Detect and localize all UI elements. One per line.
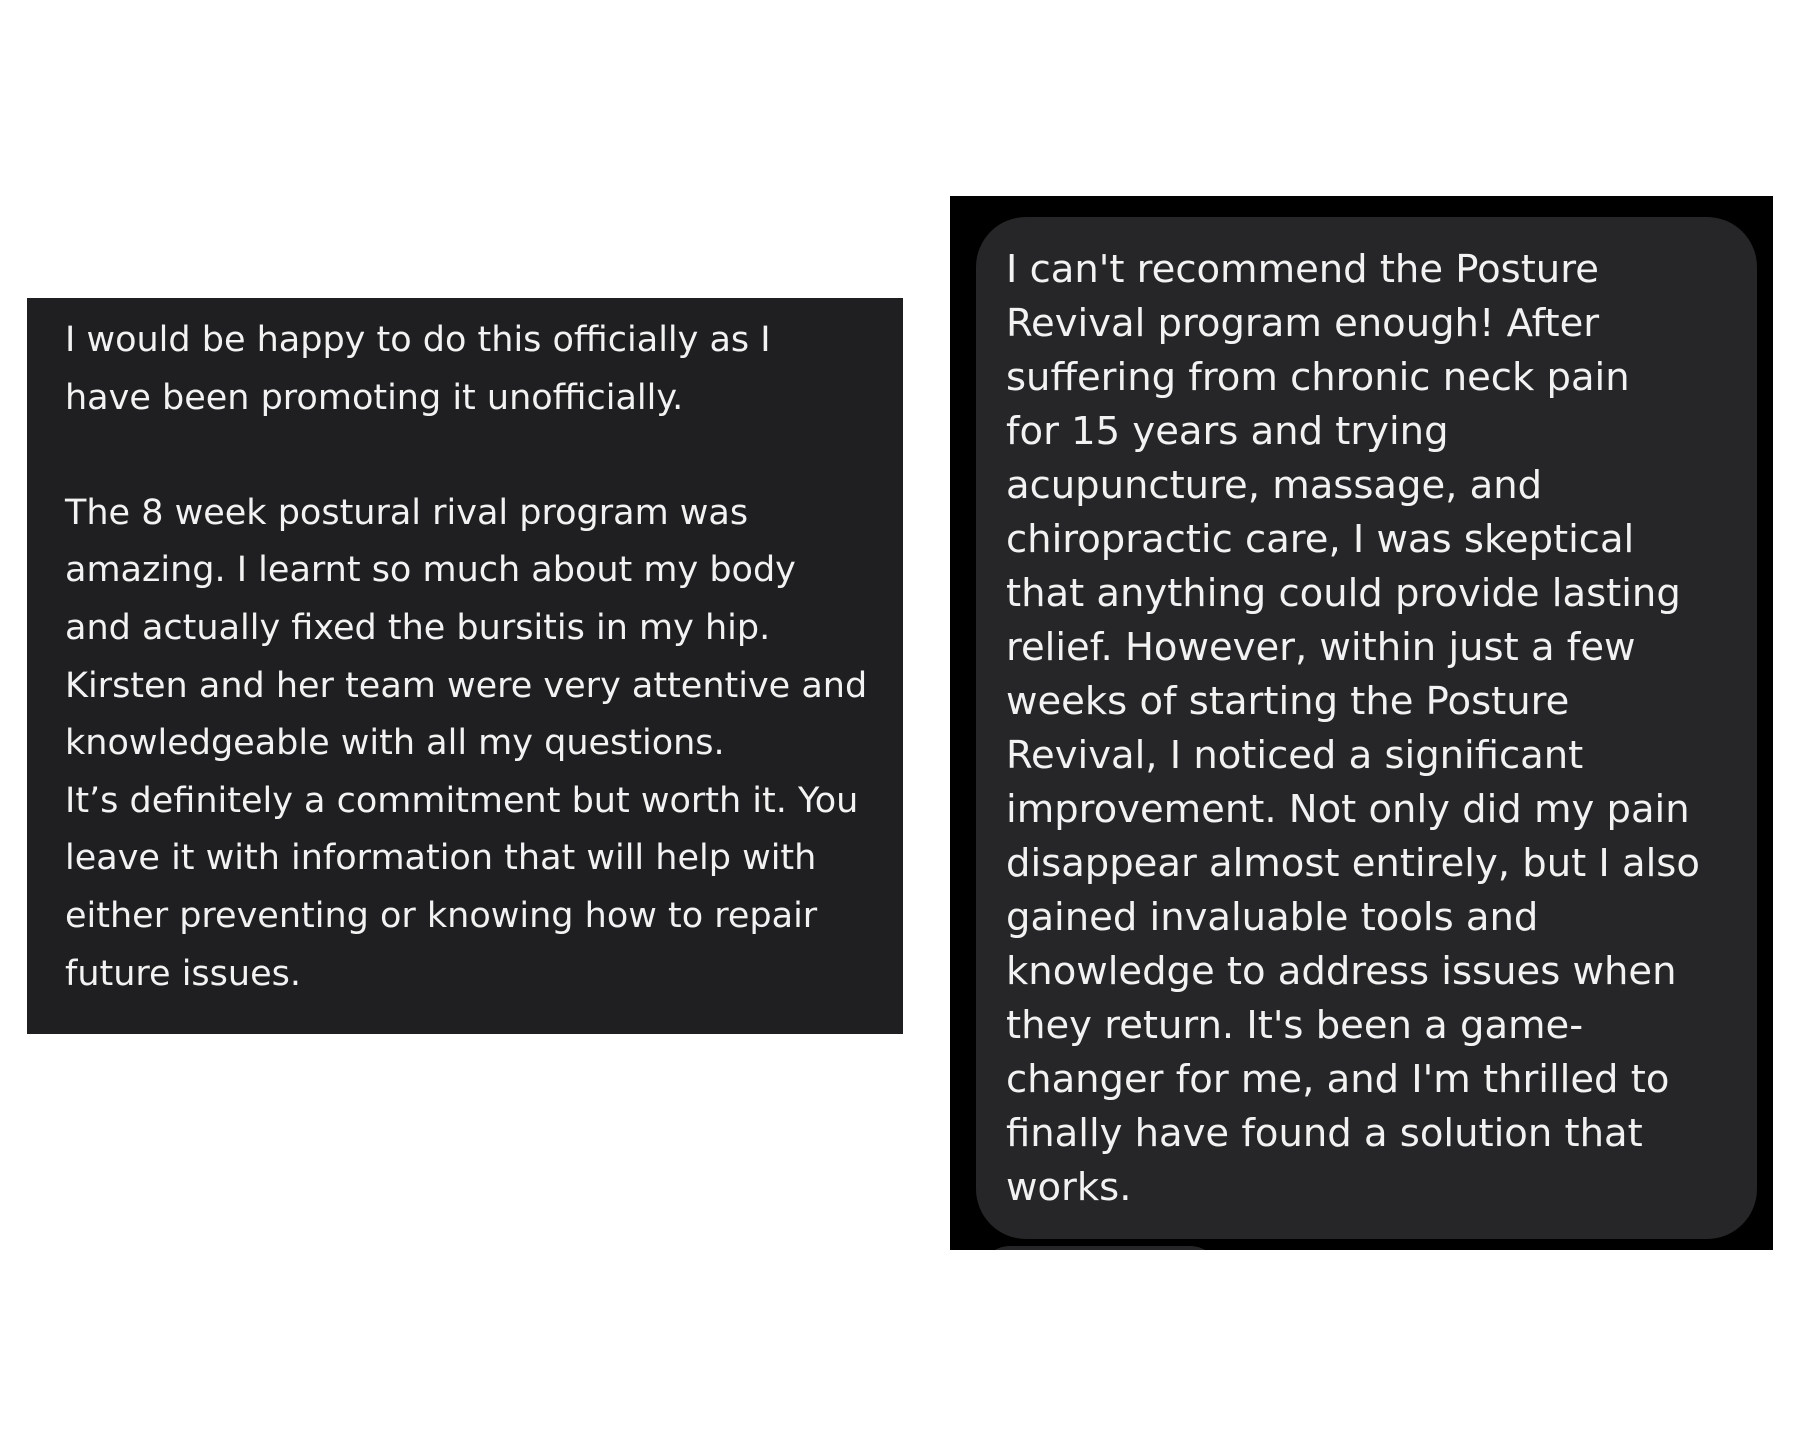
message-line: knowledge to address issues when bbox=[1006, 949, 1677, 994]
message-line: changer for me, and I'm thrilled to bbox=[1006, 1057, 1670, 1102]
message-line: gained invaluable tools and bbox=[1006, 895, 1539, 940]
message-line: Revival program enough! After bbox=[1006, 301, 1600, 346]
testimonial-left-paragraph-1: I would be happy to do this officially as I have been promoting it unofficially. bbox=[65, 320, 771, 418]
message-line: disappear almost entirely, but I also bbox=[1006, 841, 1700, 886]
message-line: weeks of starting the Posture bbox=[1006, 679, 1570, 724]
message-line: that anything could provide lasting bbox=[1006, 571, 1681, 616]
message-bubble bbox=[976, 217, 1757, 1239]
message-line: for 15 years and trying bbox=[1006, 409, 1449, 454]
paragraph-spacer bbox=[65, 427, 879, 485]
next-message-bubble-edge bbox=[980, 1246, 1220, 1250]
message-line: they return. It's been a game- bbox=[1006, 1003, 1584, 1048]
message-line: I can't recommend the Posture bbox=[1006, 247, 1599, 292]
message-line: suffering from chronic neck pain bbox=[1006, 355, 1630, 400]
message-line: chiropractic care, I was skeptical bbox=[1006, 517, 1635, 562]
message-line: works. bbox=[1006, 1165, 1132, 1210]
message-line: acupuncture, massage, and bbox=[1006, 463, 1543, 508]
message-line: relief. However, within just a few bbox=[1006, 625, 1636, 670]
message-line: improvement. Not only did my pain bbox=[1006, 787, 1690, 832]
testimonial-left-paragraph-2: The 8 week postural rival program was amazing. I learnt so much about my body and actually fixed the bursitis in my hip. Kirsten and her team were very attentive and knowledgeable with all my questions. It’s definitely a commitment but worth it. You leave it with information that will help with either preventing or knowing how to repair future issues. bbox=[65, 492, 868, 994]
message-line: finally have found a solution that bbox=[1006, 1111, 1643, 1156]
testimonial-card-left bbox=[27, 298, 903, 1034]
testimonial-screenshot-right bbox=[950, 196, 1773, 1250]
message-line: Revival, I noticed a significant bbox=[1006, 733, 1584, 778]
